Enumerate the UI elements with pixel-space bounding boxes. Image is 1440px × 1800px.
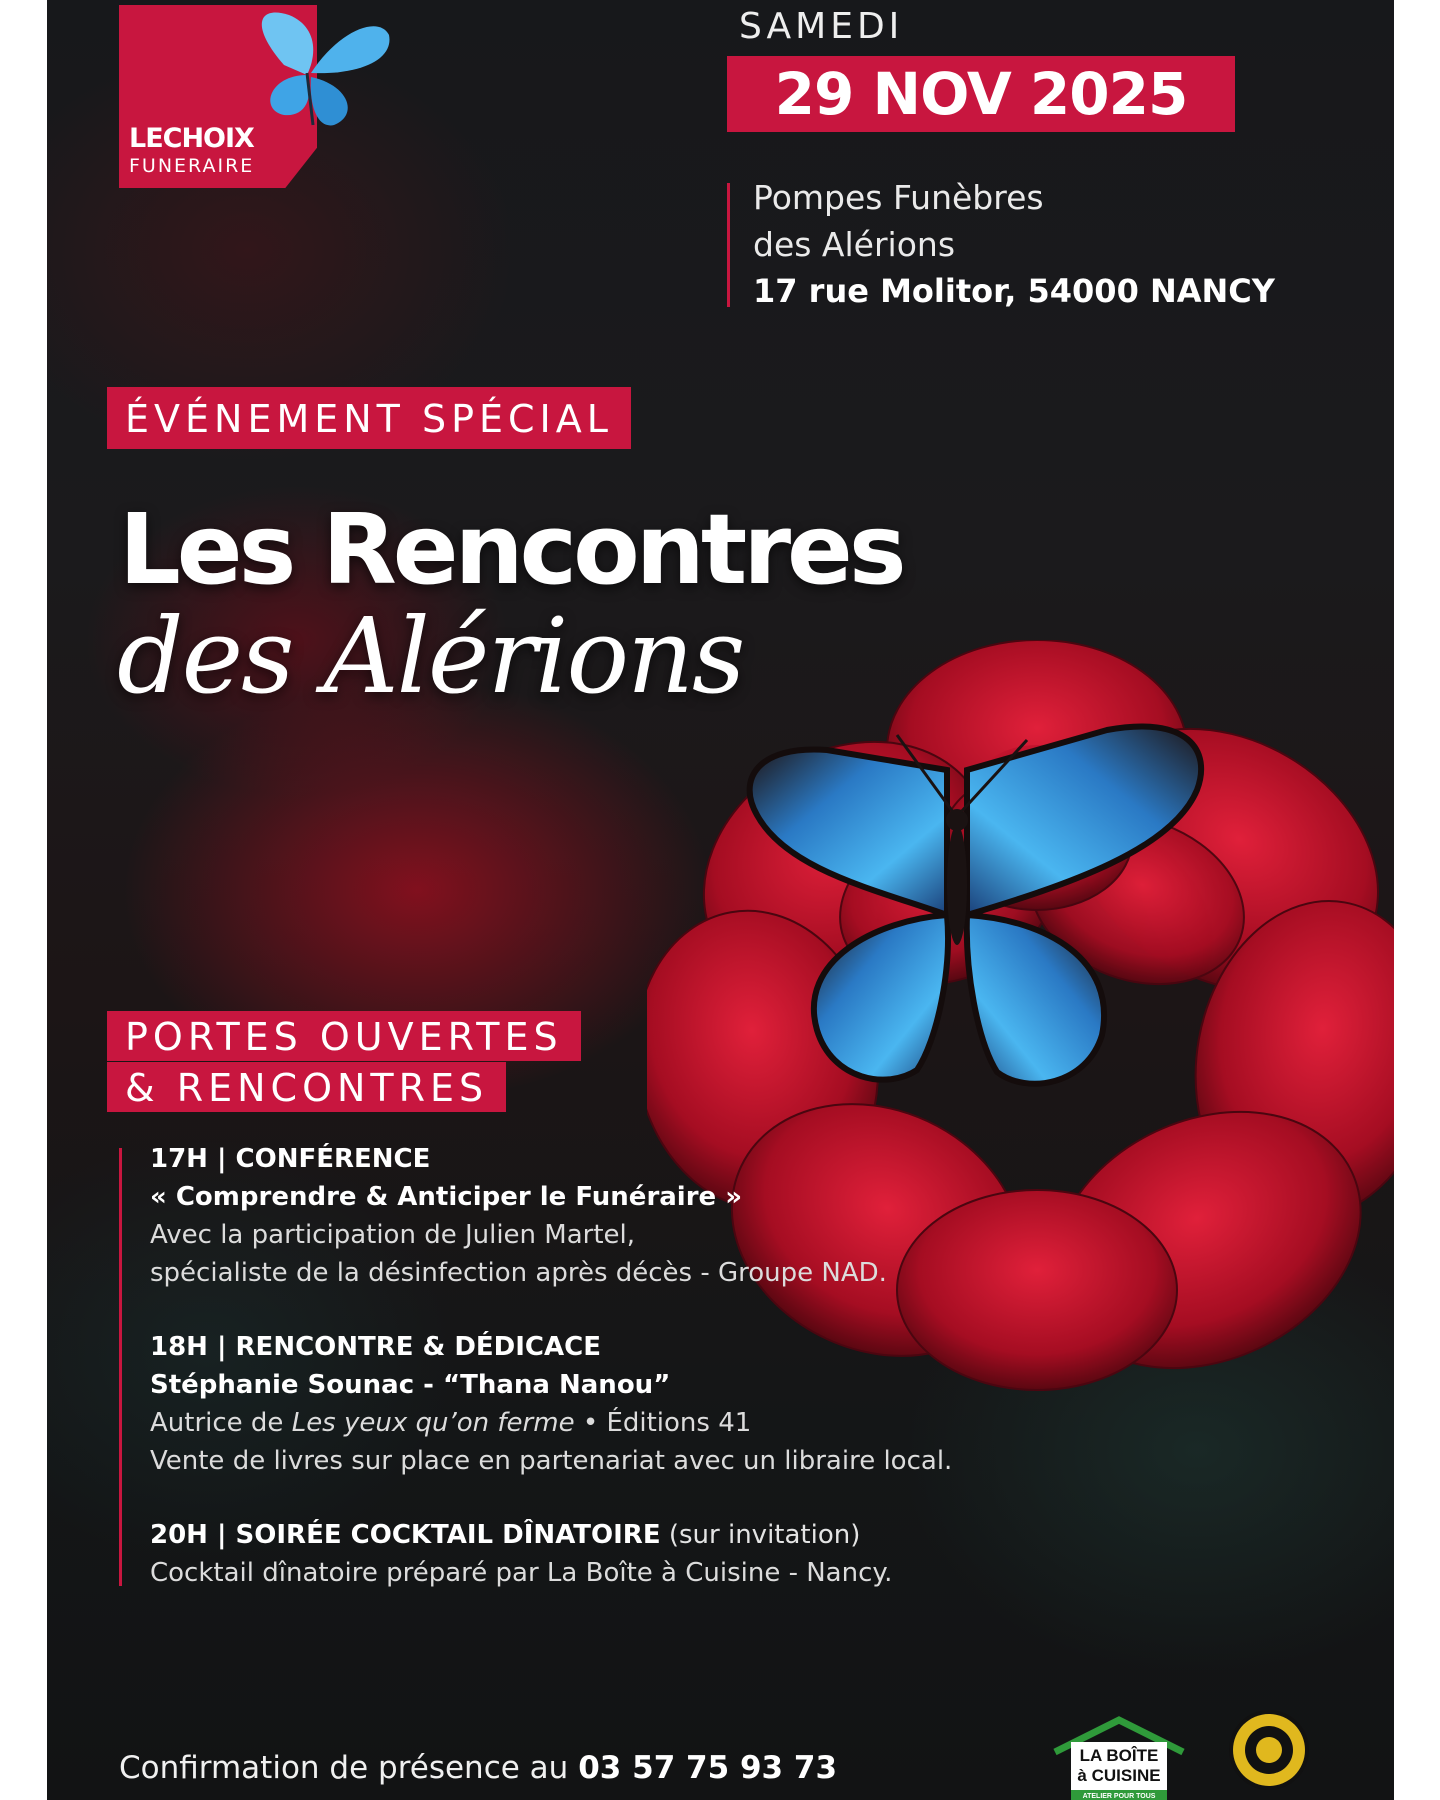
schedule-heading: 20H | SOIRÉE COCKTAIL DÎNATOIRE [150, 1520, 661, 1550]
schedule-heading: 17H | CONFÉRENCE [150, 1144, 431, 1174]
partner-logo-line1: LA BOÎTE [1079, 1746, 1159, 1765]
publisher: • Éditions 41 [574, 1408, 752, 1438]
la-boite-a-cuisine-logo [1049, 1712, 1189, 1800]
partner-logo-line3: ATELIER POUR TOUS [1082, 1793, 1156, 1800]
author-prefix: Autrice de [150, 1408, 292, 1438]
venue-accent-bar [727, 183, 730, 307]
schedule-item-conference [150, 1140, 1150, 1292]
schedule-desc: Vente de livres sur place en partenariat avec un libraire local. [150, 1446, 953, 1476]
schedule-item-dedicace [150, 1328, 1150, 1480]
schedule-heading-note: (sur invitation) [660, 1520, 861, 1550]
logo-text-lechoix: LECHOIX [129, 123, 254, 154]
butterfly-logo-icon [229, 5, 399, 140]
schedule-heading: 18H | RENCONTRE & DÉDICACE [150, 1332, 601, 1362]
confirmation-label: Confirmation de présence au [119, 1750, 579, 1786]
schedule-subtitle: « Comprendre & Anticiper le Funéraire » [150, 1182, 743, 1212]
schedule [150, 1140, 1150, 1628]
event-poster [47, 0, 1394, 1800]
event-date: 29 NOV 2025 [774, 60, 1188, 128]
logo-text-funeraire: FUNERAIRE [129, 155, 255, 177]
confirmation-line [119, 1750, 837, 1786]
schedule-heading-row [150, 1516, 1150, 1554]
lechoix-funeraire-logo [119, 5, 399, 190]
venue-address: 17 rue Molitor, 54000 NANCY [753, 272, 1275, 310]
confirmation-phone: 03 57 75 93 73 [578, 1750, 838, 1786]
special-event-badge: ÉVÉNEMENT SPÉCIAL [107, 387, 631, 449]
venue-line1: Pompes Funèbres [753, 178, 1044, 217]
schedule-accent-bar [119, 1148, 122, 1586]
open-doors-badge-line1: PORTES OUVERTES [107, 1011, 581, 1061]
schedule-desc [150, 1404, 1150, 1442]
schedule-desc: Avec la participation de Julien Martel, [150, 1220, 636, 1250]
venue-block [753, 174, 1275, 315]
schedule-subtitle: Stéphanie Sounac - “Thana Nanou” [150, 1370, 671, 1400]
event-date-badge [727, 56, 1235, 132]
schedule-item-cocktail [150, 1516, 1150, 1592]
event-day: SAMEDI [739, 6, 904, 47]
partner-seal-icon [1227, 1708, 1311, 1792]
schedule-desc: spécialiste de la désinfection après décès - Groupe NAD. [150, 1258, 887, 1288]
event-title-line2: des Alérions [117, 595, 744, 717]
schedule-desc: Cocktail dînatoire préparé par La Boîte à Cuisine - Nancy. [150, 1558, 893, 1588]
open-doors-badge-line2: & RENCONTRES [107, 1062, 506, 1112]
venue-line2: des Alérions [753, 225, 956, 264]
book-title: Les yeux qu’on ferme [291, 1408, 575, 1438]
partner-logo-line2: à CUISINE [1077, 1766, 1161, 1785]
event-title-line1: Les Rencontres [119, 493, 903, 606]
